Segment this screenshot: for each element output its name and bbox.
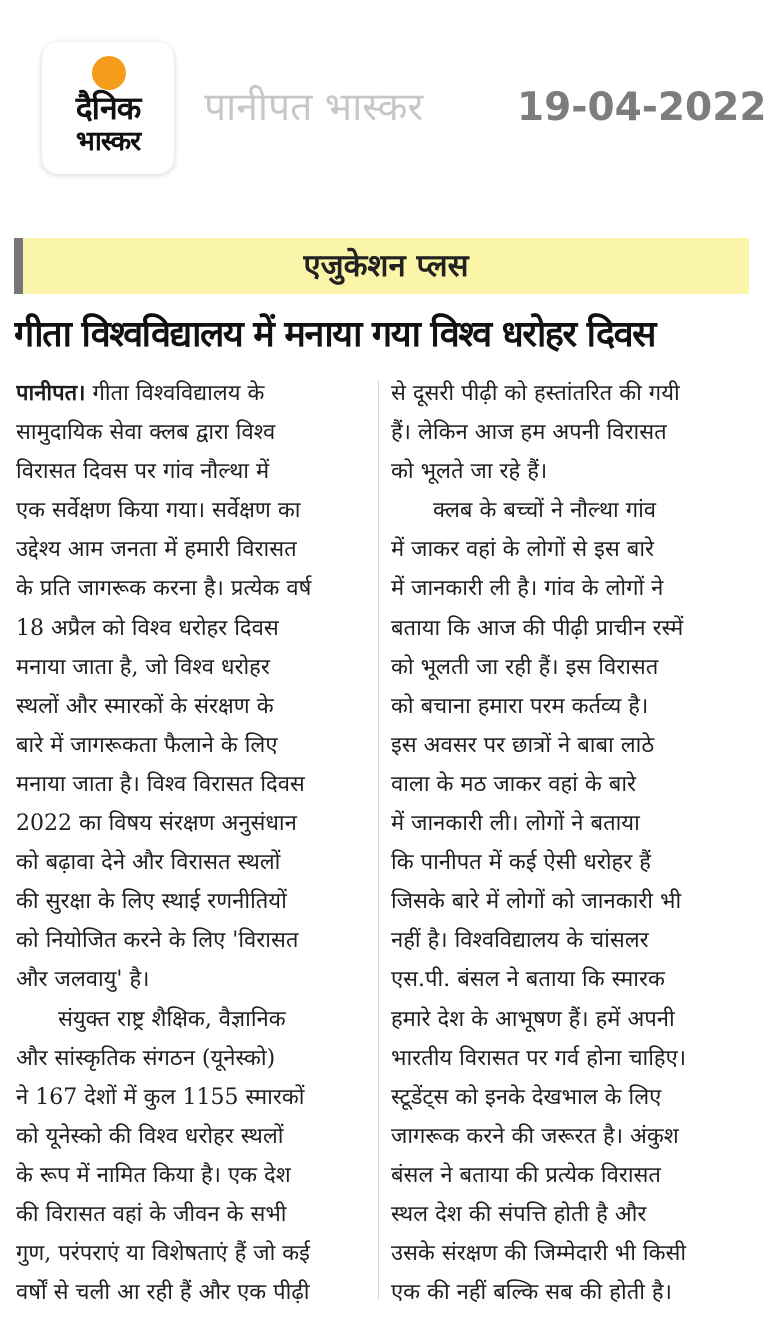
article-line: में जाकर वहां के लोगों से इस बारे [391,537,655,563]
masthead [0,0,777,215]
article-line: एक सर्वेक्षण किया गया। सर्वेक्षण का [16,498,301,524]
section-banner [14,238,749,294]
article-line: गुण, परंपराएं या विशेषताएं हैं जो कई [16,1241,310,1267]
article-line: नहीं है। विश्वविद्यालय के चांसलर [391,928,649,954]
article-line: कि पानीपत में कई ऐसी धरोहर हैं [391,850,651,876]
dateline: पानीपत। [16,381,86,406]
article-line: की सुरक्षा के लिए स्थाई रणनीतियों [16,889,287,915]
article-line: 18 अप्रैल को विश्व धरोहर दिवस [16,615,279,641]
sun-dot-icon [92,56,126,90]
article-line: जागरूक करने की जरूरत है। अंकुश [391,1123,679,1149]
article-line: स्थलों और स्मारकों के संरक्षण के [16,693,274,719]
article-line: को भूलती जा रही हैं। इस विरासत [391,654,659,680]
article-line: की विरासत वहां के जीवन के सभी [16,1201,287,1227]
logo-line-dainik: दैनिक [75,89,141,127]
article-line: में जानकारी ली है। गांव के लोगों ने [391,576,664,602]
article-line: संयुक्त राष्ट्र शैक्षिक, वैज्ञानिक [58,1006,286,1032]
logo-line-bhaskar: भास्कर [75,126,141,157]
article-line-text: गीता विश्वविद्यालय के [85,381,265,406]
article-line: को भूलते जा रहे हैं। [391,459,548,485]
article-line: मनाया जाता है, जो विश्व धरोहर [16,654,270,680]
publication-date: 19-04-2022 [517,85,767,130]
article-line: बताया कि आज की पीढ़ी प्राचीन रस्में [391,615,684,641]
article-line: ने 167 देशों में कुल 1155 स्मारकों [16,1084,305,1110]
article-line: स्टूडेंट्स को इनके देखभाल के लिए [391,1084,662,1110]
edition-name: पानीपत भास्कर [204,85,424,130]
article-column-left [16,374,368,1312]
article-line: सामुदायिक सेवा क्लब द्वारा विश्व [16,420,276,446]
article-column-right [391,374,751,1312]
article-line: विरासत दिवस पर गांव नौल्था में [16,459,270,485]
article-line: वाला के मठ जाकर वहां के बारे [391,771,637,797]
article-line: 2022 का विषय संरक्षण अनुसंधान [16,811,297,837]
article-line: में जानकारी ली। लोगों ने बताया [391,811,640,837]
article-line: को नियोजित करने के लिए 'विरासत [16,928,299,954]
article-line [16,374,368,413]
article-line: भारतीय विरासत पर गर्व होना चाहिए। [391,1045,687,1071]
article-line: उसके संरक्षण की जिम्मेदारी भी किसी [391,1241,687,1267]
article-line: वर्षों से चली आ रही हैं और एक पीढ़ी [16,1280,310,1306]
article-line: जिसके बारे में लोगों को जानकारी भी [391,889,682,915]
article-headline: गीता विश्वविद्यालय में मनाया गया विश्व धरोहर दिवस [14,314,655,355]
section-label: एजुकेशन प्लस [303,248,469,284]
article-line: को बढ़ावा देने और विरासत स्थलों [16,850,281,876]
article-line: से दूसरी पीढ़ी को हस्तांतरित की गयी [391,381,680,406]
dainik-bhaskar-logo [42,42,174,174]
article-line: और सांस्कृतिक संगठन (यूनेस्को) [16,1045,276,1071]
article-line: बंसल ने बताया की प्रत्येक विरासत [391,1162,661,1188]
article-line: स्थल देश की संपत्ति होती है और [391,1201,647,1227]
article-line: को बचाना हमारा परम कर्तव्य है। [391,693,649,719]
article-line: उद्देश्य आम जनता में हमारी विरासत [16,537,297,563]
article-line: और जलवायु' है। [16,967,150,993]
article-line: इस अवसर पर छात्रों ने बाबा लाठे [391,732,655,758]
article-line: के प्रति जागरूक करना है। प्रत्येक वर्ष [16,576,312,602]
article-line: हैं। लेकिन आज हम अपनी विरासत [391,420,667,446]
article-line: को यूनेस्को की विश्व धरोहर स्थलों [16,1123,284,1149]
article-line: बारे में जागरूकता फैलाने के लिए [16,732,278,758]
article-line: एक की नहीं बल्कि सब की होती है। [391,1280,672,1306]
article-line: के रूप में नामित किया है। एक देश [16,1162,291,1188]
article-line: हमारे देश के आभूषण हैं। हमें अपनी [391,1006,675,1032]
column-divider [378,380,379,1300]
article-line: एस.पी. बंसल ने बताया कि स्मारक [391,967,665,993]
article-line: क्लब के बच्चों ने नौल्था गांव [433,498,657,524]
article-line: मनाया जाता है। विश्व विरासत दिवस [16,771,305,797]
